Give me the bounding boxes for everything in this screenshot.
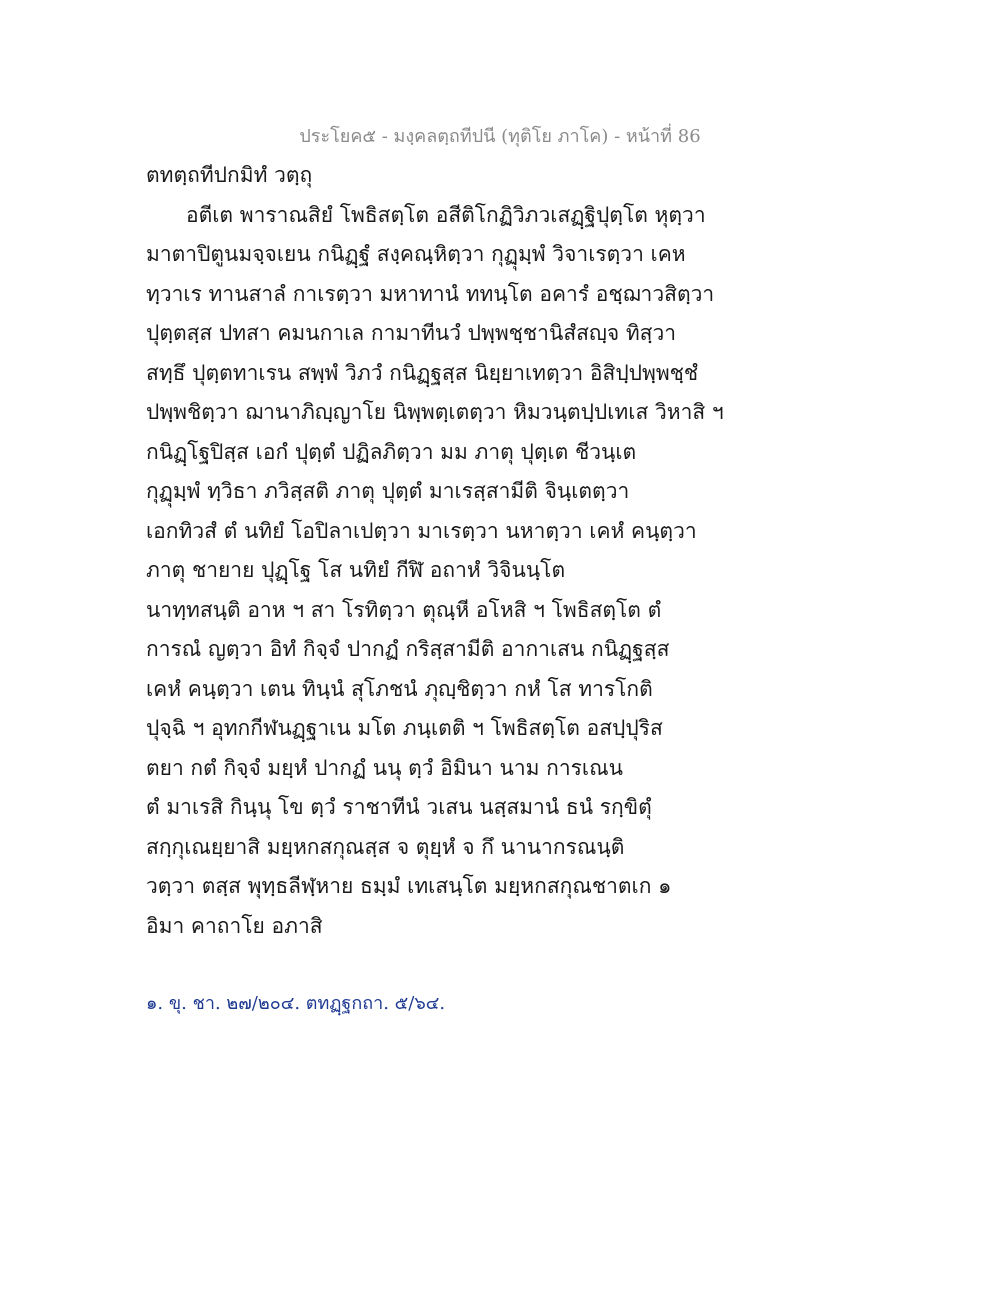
text-line: ตทตฺถทีปกมิทํ วตฺถุ bbox=[146, 163, 313, 187]
text-line: ตํ มาเรสิ กินฺนุ โข ตฺวํ ราชาทีนํ วเสน นสฺสมานํ ธนํ รกฺขิตุํ bbox=[146, 795, 652, 819]
text-line: ภาตุ ชายาย ปุฏฺโฐ โส นทิยํ กีฬิ อถาหํ วิจินนฺโต bbox=[146, 558, 566, 582]
text-line: ทฺวาเร ทานสาลํ กาเรตฺวา มหาทานํ ททนฺโต อคารํ อชฺฌาวสิตฺวา bbox=[146, 281, 715, 306]
text-line: สทฺธึ ปุตฺตทาเรน สพฺพํ วิภวํ กนิฏฺฐสฺส นิยฺยาเทตฺวา อิสิปฺปพฺพชฺชํ bbox=[146, 360, 699, 385]
text-line: กนิฏฺโฐปิสฺส เอกํ ปุตฺตํ ปฏิลภิตฺวา มม ภาตุ ปุตฺเต ชีวนฺเต bbox=[146, 439, 637, 464]
text-line: การณํ ญตฺวา อิทํ กิจฺจํ ปากฏํ กริสฺสามีติ อากาเสน กนิฏฺฐสฺส bbox=[146, 637, 670, 661]
text-line: กุฏุมฺพํ ทฺวิธา ภวิสฺสติ ภาตุ ปุตฺตํ มาเรสฺสามีติ จินฺเตตฺวา bbox=[146, 479, 630, 503]
text-line: ตยา กตํ กิจฺจํ มยฺหํ ปากฏํ นนุ ตฺวํ อิมินา นาม การเณน bbox=[146, 755, 623, 780]
text-line: ปุจฺฉิ ฯ อุทกกีฬนฏฺฐาเน มโต ภนฺเตติ ฯ โพธิสตฺโต อสปฺปุริส bbox=[146, 716, 663, 740]
text-line: นาทฺทสนฺติ อาห ฯ สา โรทิตฺวา ตุณฺหี อโหสิ ฯ โพธิสตฺโต ตํ bbox=[146, 597, 662, 622]
text-line: มาตาปิตูนมจฺจเยน กนิฏฺฐํ สงฺคณฺหิตฺวา กุฏุมฺพํ วิจาเรตฺวา เคห bbox=[146, 242, 686, 266]
text-line: ปพฺพชิตฺวา ฌานาภิญฺญาโย นิพฺพตฺเตตฺวา หิมวนฺตปฺปเทเส วิหาสิ ฯ bbox=[146, 400, 724, 424]
text-line: อตีเต พาราณสิยํ โพธิสตฺโต อสีติโกฏิวิภวเสฏฺฐิปุตฺโต หุตฺวา bbox=[186, 202, 706, 227]
text-line: เคหํ คนฺตฺวา เตน ทินฺนํ สุโภชนํ ภุญฺชิตฺวา กหํ โส ทารโกติ bbox=[146, 676, 653, 701]
text-line: ปุตฺตสฺส ปทสา คมนกาเล กามาทีนวํ ปพฺพชฺชานิสํสญฺจ ทิสฺวา bbox=[146, 321, 677, 345]
text-line: สกฺกุเณยฺยาสิ มยฺหกสกุณสฺส จ ตุยฺหํ จ กึ นานากรณนฺติ bbox=[146, 834, 625, 859]
text-line: อิมา คาถาโย อภาสิ bbox=[146, 913, 323, 938]
running-header-text: ประโยค๕ - มงฺคลตฺถทีปนี (ทุติโย ภาโค) - หน้าที่ 86 bbox=[299, 126, 701, 147]
running-header bbox=[0, 121, 1000, 150]
body-text bbox=[146, 156, 724, 946]
text-line: เอกทิวสํ ตํ นทิยํ โอปิลาเปตฺวา มาเรตฺวา นหาตฺวา เคหํ คนฺตฺวา bbox=[146, 518, 697, 543]
text-line: วตฺวา ตสฺส พุทฺธลีฬฺหาย ธมฺมํ เทเสนฺโต มยฺหกสกุณชาตเก ๑ bbox=[146, 874, 672, 898]
footnote: ๑. ขุ. ชา. ๒๗/๒๐๔. ตทฏฺฐกถา. ๕/๖๔. bbox=[146, 993, 446, 1014]
